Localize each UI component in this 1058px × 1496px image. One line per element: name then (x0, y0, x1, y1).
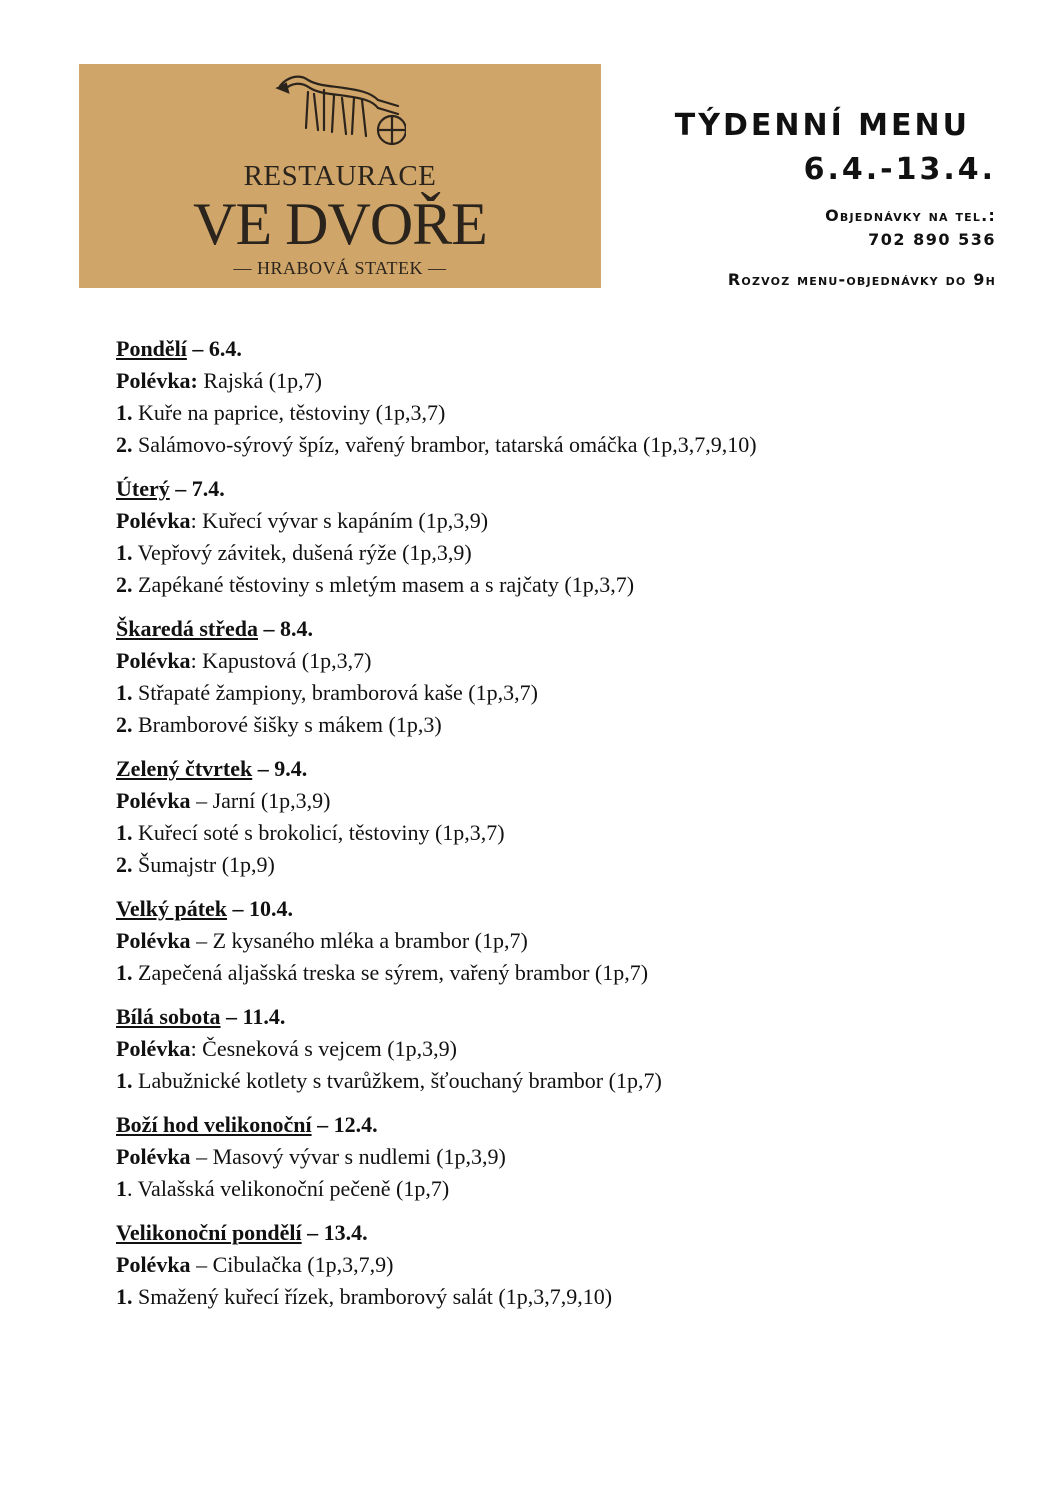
soup-label: Polévka (116, 648, 191, 673)
meal-line (116, 817, 996, 849)
soup-label: Polévka (116, 1144, 191, 1169)
soup-text: – Z kysaného mléka a brambor (1p,7) (190, 928, 528, 953)
delivery-note: Rozvoz menu-objednávky do 9h (727, 270, 996, 289)
soup-line (116, 645, 996, 677)
soup-line (116, 925, 996, 957)
day-heading (116, 1217, 996, 1249)
soup-line (116, 505, 996, 537)
meal-text: Zapékané těstoviny s mletým masem a s rajčaty (1p,3,7) (132, 572, 635, 597)
meal-number: 1. (116, 1284, 133, 1309)
meal-number: 1. (116, 820, 133, 845)
soup-label: Polévka: (116, 368, 198, 393)
meal-number: 2. (116, 572, 133, 597)
day-date: – 9.4. (252, 756, 308, 781)
meal-line (116, 677, 996, 709)
meal-line (116, 397, 996, 429)
phone-label: Objednávky na tel.: (825, 206, 996, 225)
meal-text: Bramborové šišky s mákem (1p,3) (132, 712, 442, 737)
day-heading (116, 1109, 996, 1141)
day-date: – 12.4. (311, 1112, 378, 1137)
soup-text: : Kapustová (1p,3,7) (190, 648, 372, 673)
day-heading (116, 613, 996, 645)
meal-line (116, 849, 996, 881)
soup-line (116, 365, 996, 397)
day-heading (116, 1001, 996, 1033)
soup-text: : Kuřecí vývar s kapáním (1p,3,9) (190, 508, 489, 533)
meal-line (116, 709, 996, 741)
soup-label: Polévka (116, 508, 191, 533)
meal-text: Labužnické kotlety s tvarůžkem, šťouchaný brambor (1p,7) (132, 1068, 662, 1093)
soup-text: – Jarní (1p,3,9) (190, 788, 331, 813)
logo-line-ve-dvore: VE DVOŘE (193, 191, 487, 257)
day-date: – 13.4. (301, 1220, 368, 1245)
meal-number: 1. (116, 680, 133, 705)
day-name: Zelený čtvrtek (116, 756, 253, 781)
day-name: Velký pátek (116, 896, 228, 921)
weekly-menu (116, 333, 996, 1325)
horses-carriage-icon (274, 68, 406, 152)
soup-line (116, 1141, 996, 1173)
soup-label: Polévka (116, 1252, 191, 1277)
meal-text: Zapečená aljašská treska se sýrem, vařený brambor (1p,7) (132, 960, 649, 985)
soup-text: – Masový vývar s nudlemi (1p,3,9) (190, 1144, 506, 1169)
meal-line (116, 1173, 996, 1205)
meal-text: Vepřový závitek, dušená rýže (1p,3,9) (132, 540, 472, 565)
day-section (116, 613, 996, 741)
day-date: – 11.4. (220, 1004, 286, 1029)
day-date: – 10.4. (227, 896, 294, 921)
day-heading (116, 473, 996, 505)
soup-label: Polévka (116, 788, 191, 813)
day-section (116, 753, 996, 881)
day-date: – 7.4. (169, 476, 225, 501)
meal-number: 2. (116, 712, 133, 737)
day-name: Úterý (116, 476, 170, 501)
soup-line (116, 1033, 996, 1065)
meal-number: 2. (116, 432, 133, 457)
meal-number: 1. (116, 540, 133, 565)
day-name: Velikonoční pondělí (116, 1220, 302, 1245)
meal-number: 1. (116, 400, 133, 425)
meal-number: 1. (116, 1068, 133, 1093)
meal-line (116, 537, 996, 569)
meal-line (116, 569, 996, 601)
day-section (116, 333, 996, 461)
day-name: Pondělí (116, 336, 187, 361)
day-heading (116, 893, 996, 925)
meal-text: . Valašská velikonoční pečeně (1p,7) (127, 1176, 450, 1201)
soup-text: Rajská (1p,7) (197, 368, 322, 393)
soup-line (116, 785, 996, 817)
meal-text: Šumajstr (1p,9) (132, 852, 275, 877)
logo-line-hrabova-statek: — HRABOVÁ STATEK — (233, 258, 447, 278)
soup-line (116, 1249, 996, 1281)
meal-text: Střapaté žampiony, bramborová kaše (1p,3,7) (132, 680, 538, 705)
soup-text: : Česneková s vejcem (1p,3,9) (190, 1036, 457, 1061)
logo-line-restaurace: RESTAURACE (243, 160, 437, 192)
restaurant-logo (79, 64, 601, 288)
day-heading (116, 753, 996, 785)
day-section (116, 1217, 996, 1313)
meal-text: Kuře na paprice, těstoviny (1p,3,7) (132, 400, 446, 425)
meal-line (116, 957, 996, 989)
meal-number: 1 (116, 1176, 127, 1201)
menu-title: TÝDENNÍ MENU (674, 108, 970, 143)
meal-text: Salámovo-sýrový špíz, vařený brambor, tatarská omáčka (1p,3,7,9,10) (132, 432, 757, 457)
day-date: – 8.4. (258, 616, 313, 641)
meal-line (116, 1065, 996, 1097)
soup-label: Polévka (116, 928, 191, 953)
day-section (116, 893, 996, 989)
meal-line (116, 429, 996, 461)
day-name: Boží hod velikonoční (116, 1112, 312, 1137)
phone-number: 702 890 536 (868, 230, 996, 249)
meal-text: Smažený kuřecí řízek, bramborový salát (1p,3,7,9,10) (132, 1284, 613, 1309)
day-section (116, 473, 996, 601)
meal-number: 1. (116, 960, 133, 985)
day-section (116, 1001, 996, 1097)
soup-label: Polévka (116, 1036, 191, 1061)
day-heading (116, 333, 996, 365)
menu-dates: 6.4.-13.4. (803, 152, 996, 187)
day-section (116, 1109, 996, 1205)
meal-text: Kuřecí soté s brokolicí, těstoviny (1p,3,7) (132, 820, 505, 845)
soup-text: – Cibulačka (1p,3,7,9) (190, 1252, 394, 1277)
meal-number: 2. (116, 852, 133, 877)
day-date: – 6.4. (186, 336, 242, 361)
meal-line (116, 1281, 996, 1313)
day-name: Bílá sobota (116, 1004, 221, 1029)
day-name: Škaredá středa (116, 616, 258, 641)
